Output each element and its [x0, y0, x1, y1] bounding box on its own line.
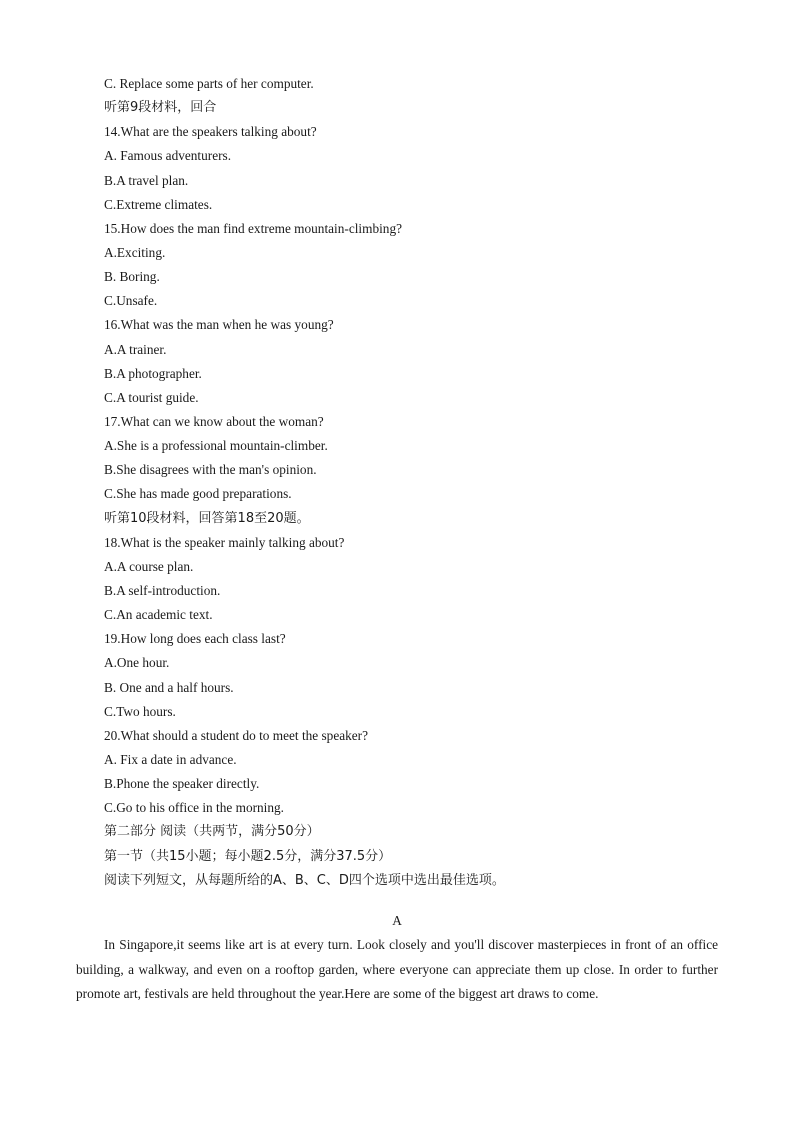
question-line: A.A course plan. [104, 558, 194, 574]
question-line: 14.What are the speakers talking about? [104, 124, 317, 140]
question-line: B.Phone the speaker directly. [104, 776, 260, 792]
question-line: A. Famous adventurers. [104, 148, 232, 164]
section-instruction: 听第9段材料，回合 [104, 100, 217, 116]
question-line: B.A travel plan. [104, 172, 189, 188]
question-line: B. One and a half hours. [104, 679, 234, 695]
question-line: C.Extreme climates. [104, 196, 213, 212]
question-line: C.Unsafe. [104, 293, 158, 309]
question-line: A.Exciting. [104, 244, 166, 260]
passage-paragraph: In Singapore,it seems like art is at every turn. Look closely and you'll discover masterpieces in front of an office building, a walkway, and even on a rooftop garden, where everyone can appreciate them up close. In order to further promote art, festivals are held throughout the year.Here are some of the biggest art draws to come. [76, 937, 718, 1001]
question-line: 19.How long does each class last? [104, 631, 286, 647]
question-line: C.Two hours. [104, 703, 176, 719]
section-instruction: 阅读下列短文，从每题所给的A、B、C、D四个选项中选出最佳选项。 [104, 872, 505, 888]
question-lines [104, 72, 744, 893]
question-line: A.She is a professional mountain-climber. [104, 438, 328, 454]
question-line: 20.What should a student do to meet the speaker? [104, 727, 369, 743]
question-line: 17.What can we know about the woman? [104, 413, 324, 429]
question-line: C.A tourist guide. [104, 389, 199, 405]
passage-heading: A [392, 913, 402, 928]
section-instruction: 第二部分 阅读（共两节，满分50分） [104, 824, 320, 840]
question-line: A.A trainer. [104, 341, 167, 357]
question-line: A. Fix a date in advance. [104, 751, 237, 767]
question-line: B. Boring. [104, 269, 160, 285]
question-line: C.Go to his office in the morning. [104, 800, 284, 816]
section-instruction: 第一节（共15小题；每小题2.5分，满分37.5分） [104, 848, 392, 864]
section-instruction: 听第10段材料，回答第18至20题。 [104, 510, 310, 526]
question-line: 15.How does the man find extreme mountain-climbing? [104, 220, 402, 236]
question-line: C. Replace some parts of her computer. [104, 76, 314, 91]
question-line: 16.What was the man when he was young? [104, 317, 334, 333]
question-line: B.She disagrees with the man's opinion. [104, 462, 317, 478]
question-line: C.She has made good preparations. [104, 486, 292, 502]
question-line: B.A self-introduction. [104, 582, 221, 598]
question-line: C.An academic text. [104, 607, 213, 623]
question-line: A.One hour. [104, 655, 170, 671]
question-line: B.A photographer. [104, 365, 202, 381]
question-line: 18.What is the speaker mainly talking about? [104, 534, 345, 550]
